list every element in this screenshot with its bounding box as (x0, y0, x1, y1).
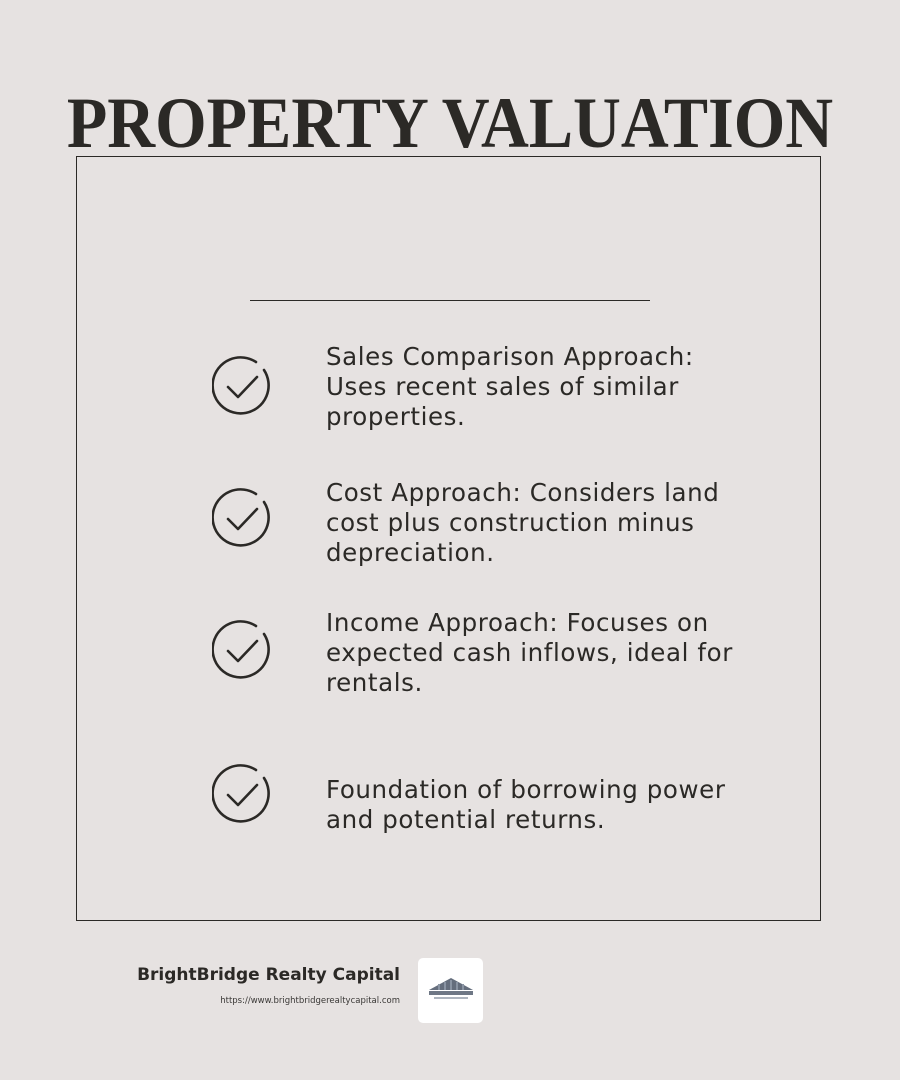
check-circle-icon (212, 764, 274, 826)
list-item-text: Foundation of borrowing power and potential returns. (326, 775, 726, 834)
company-name: BrightBridge Realty Capital (137, 965, 400, 985)
company-logo (418, 958, 483, 1023)
list-item-text: Sales Comparison Approach: Uses recent sales of similar properties. (326, 342, 694, 431)
list-item-text: Cost Approach: Considers land cost plus construction minus depreciation. (326, 478, 720, 567)
check-circle-icon (212, 488, 274, 550)
check-circle-icon (212, 620, 274, 682)
divider-line (250, 300, 650, 301)
company-url[interactable]: https://www.brightbridgerealtycapital.com (220, 996, 400, 1006)
page-title: PROPERTY VALUATION (66, 83, 834, 164)
brightbridge-logo-icon (426, 976, 476, 1004)
list-item-text: Income Approach: Focuses on expected cash inflows, ideal for rentals. (326, 608, 733, 697)
check-circle-icon (212, 356, 274, 418)
